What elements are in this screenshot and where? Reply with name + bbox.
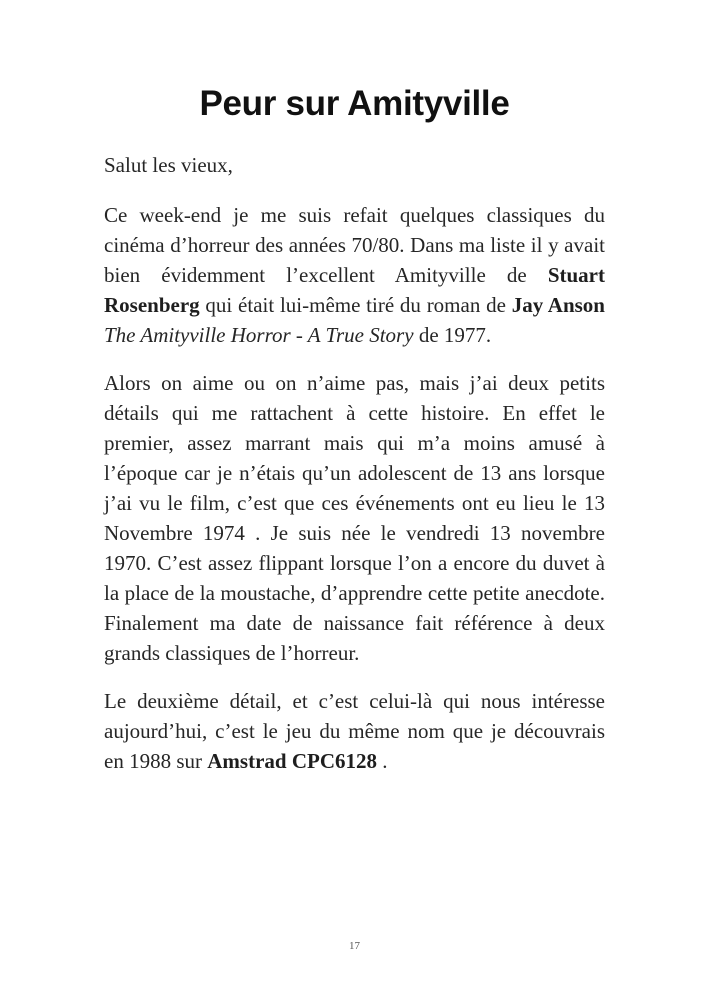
paragraph-1: [104, 200, 605, 350]
paragraph-2: Alors on aime ou on n’aime pas, mais j’ai deux petits détails qui me rattachent à cette histoire. En effet le premier, assez marrant mais qui m’a moins amusé à l’époque car je n’étais qu’un adolescent de 13 ans lorsque j’ai vu le film, c’est que ces événements ont eu lieu le 13 Novembre 1974 . Je suis née le vendredi 13 novembre 1970. C’est assez flippant lorsque l’on a encore du duvet à la place de la moustache, d’apprendre cette petite anecdote. Finalement ma date de naissance fait référence à deux grands classiques de l’horreur.: [104, 371, 605, 665]
paragraph-3: [104, 686, 605, 776]
paragraph-3-text-2: .: [376, 749, 388, 773]
paragraph-1-text-1: Ce week-end je me suis refait quelques classiques du cinéma d’horreur des années 70/80. Dans ma liste il y avait bien évidemment l’excellent Amityville de: [104, 203, 605, 287]
paragraph-1-text-4: de 1977.: [413, 323, 492, 347]
paragraph-3-text-1: Le deuxième détail, et c’est celui-là qui nous intéresse aujourd’hui, c’est le jeu du même nom que je découvrais en 1988 sur: [104, 689, 605, 773]
greeting: Salut les vieux,: [104, 153, 233, 177]
director-name: Stuart Rosenberg: [104, 263, 605, 317]
book-title: The Amityville Horror - A True Story: [104, 323, 414, 347]
page-number: 17: [349, 940, 360, 952]
page-title: Peur sur Amityville: [199, 84, 510, 123]
author-name: Jay Anson: [511, 293, 605, 317]
article-body: [104, 150, 605, 794]
paragraph-1-text-2: qui était lui-même tiré du roman de: [199, 293, 512, 317]
computer-name: Amstrad CPC6128: [207, 749, 377, 773]
